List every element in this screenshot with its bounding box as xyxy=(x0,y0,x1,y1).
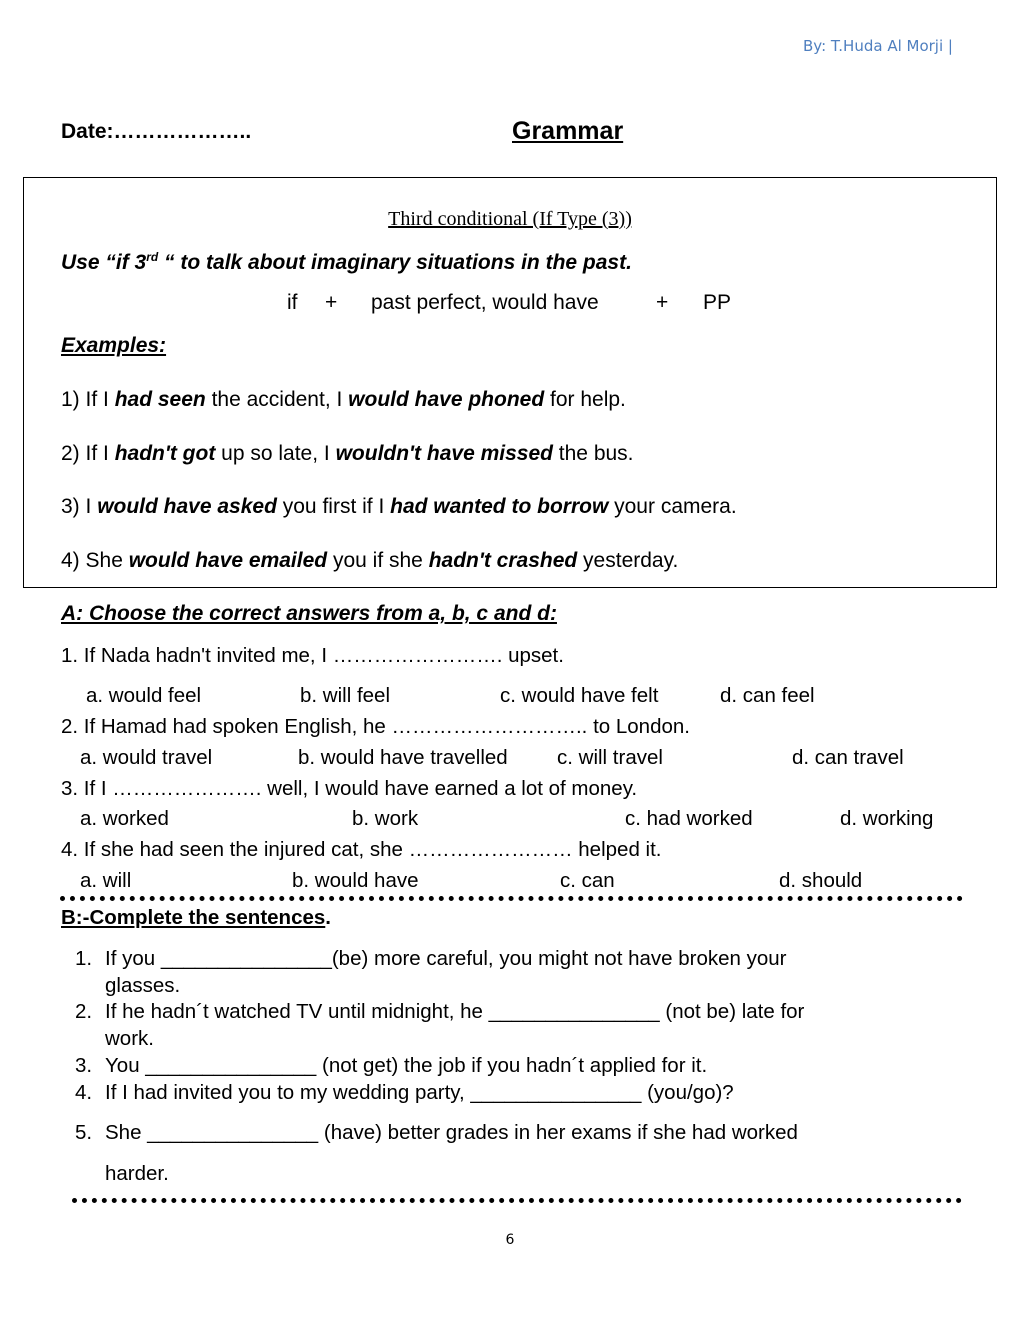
question-4-option-c[interactable]: c. can xyxy=(560,869,615,892)
item-1-text: If you _______________(be) more careful, you might not have broken your xyxy=(105,947,787,970)
item-5-text-cont: harder. xyxy=(105,1162,169,1185)
page-number: 6 xyxy=(505,1232,515,1248)
item-1-number: 1. xyxy=(75,947,93,970)
item-2-number: 2. xyxy=(75,1000,93,1023)
item-3-number: 3. xyxy=(75,1054,93,1077)
question-4-option-a[interactable]: a. will xyxy=(80,869,132,892)
question-2-option-b[interactable]: b. would have travelled xyxy=(298,746,508,769)
question-4-option-d[interactable]: d. should xyxy=(779,869,863,892)
example-2: 2) If I hadn't got up so late, I wouldn't have missed the bus. xyxy=(61,442,634,465)
question-4-stem: 4. If she had seen the injured cat, she …………………… helped it. xyxy=(61,838,662,861)
question-2-stem: 2. If Hamad had spoken English, he ……………………….. to London. xyxy=(61,715,690,738)
question-2-option-d[interactable]: d. can travel xyxy=(792,746,904,769)
question-3-option-a[interactable]: a. worked xyxy=(80,807,169,830)
example-1: 1) If I had seen the accident, I would have phoned for help. xyxy=(61,388,626,411)
example-3: 3) I would have asked you first if I had wanted to borrow your camera. xyxy=(61,495,737,518)
item-1-text-cont: glasses. xyxy=(105,974,181,997)
item-4-text: If I had invited you to my wedding party, _______________ (you/go)? xyxy=(105,1081,734,1104)
question-1-option-a[interactable]: a. would feel xyxy=(86,684,202,707)
question-3-option-d[interactable]: d. working xyxy=(840,807,934,830)
question-3-option-b[interactable]: b. work xyxy=(352,807,419,830)
question-1-option-d[interactable]: d. can feel xyxy=(720,684,815,707)
question-4-option-b[interactable]: b. would have xyxy=(292,869,419,892)
formula-plus: + xyxy=(325,291,338,314)
item-2-text-cont: work. xyxy=(105,1027,154,1050)
rule-box xyxy=(23,177,997,588)
examples-heading: Examples: xyxy=(61,334,167,357)
formula-plus: + xyxy=(656,291,669,314)
question-1-option-b[interactable]: b. will feel xyxy=(300,684,391,707)
item-3-text: You _______________ (not get) the job if you hadn´t applied for it. xyxy=(105,1054,708,1077)
item-5-number: 5. xyxy=(75,1121,93,1144)
item-4-number: 4. xyxy=(75,1081,93,1104)
section-divider xyxy=(60,896,963,901)
question-2-option-c[interactable]: c. will travel xyxy=(557,746,663,769)
question-1-option-c[interactable]: c. would have felt xyxy=(500,684,659,707)
question-3-option-c[interactable]: c. had worked xyxy=(625,807,753,830)
example-4: 4) She would have emailed you if she hadn't crashed yesterday. xyxy=(61,549,679,572)
author-credit: By: T.Huda Al Morji | xyxy=(803,37,953,55)
rule-usage: Use “if 3rd “ to talk about imaginary situations in the past. xyxy=(61,250,632,274)
question-1-stem: 1. If Nada hadn't invited me, I ……………………. upset. xyxy=(61,644,564,667)
formula-pp: PP xyxy=(703,291,732,314)
section-b-heading: B:-Complete the sentences. xyxy=(61,906,331,929)
page-title: Grammar xyxy=(512,117,624,145)
item-5-text: She _______________ (have) better grades in her exams if she had worked xyxy=(105,1121,798,1144)
date-label: Date:……………….. xyxy=(61,120,252,143)
bottom-divider xyxy=(72,1198,962,1203)
question-2-option-a[interactable]: a. would travel xyxy=(80,746,213,769)
question-3-stem: 3. If I …………………. well, I would have earned a lot of money. xyxy=(61,777,638,800)
rule-box-title: Third conditional (If Type (3)) xyxy=(388,208,632,230)
formula-past-perfect: past perfect, would have xyxy=(371,291,599,314)
item-2-text: If he hadn´t watched TV until midnight, he _______________ (not be) late for xyxy=(105,1000,805,1023)
section-a-heading: A: Choose the correct answers from a, b, c and d: xyxy=(61,602,557,625)
formula-if: if xyxy=(287,291,298,314)
